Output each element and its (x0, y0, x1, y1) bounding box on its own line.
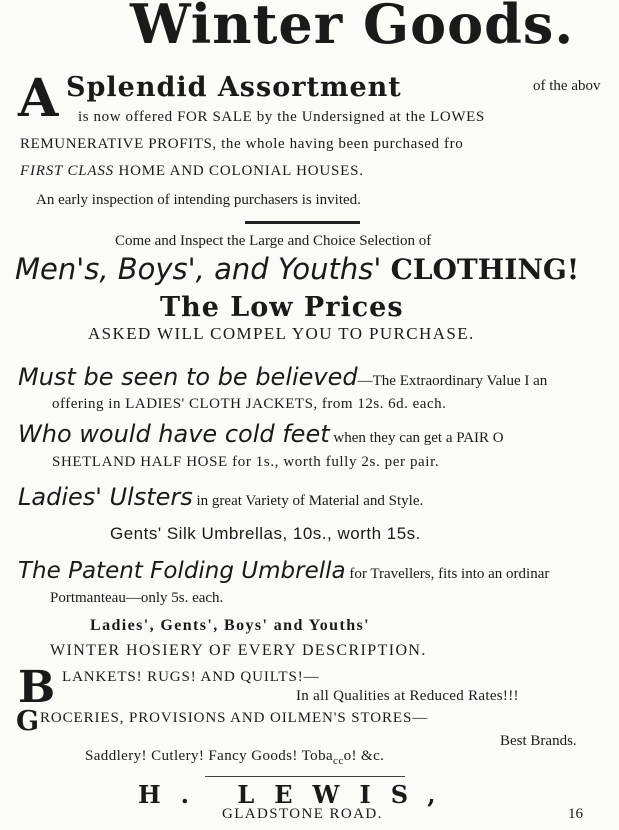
intro-line4-italic: FIRST CLASS (20, 163, 114, 179)
groceries-initial: G (16, 706, 40, 737)
compel-line: ASKED WILL COMPEL YOU TO PURCHASE. (88, 324, 475, 343)
clothing-lead: Come and Inspect the Large and Choice Selection of (115, 233, 432, 249)
intro-line2: is now offered FOR SALE by the Undersigned at the LOWES (78, 109, 485, 125)
groceries-line2: Best Brands. (500, 733, 577, 749)
patent-lead: The Patent Folding Umbrella (18, 558, 346, 584)
ulsters-lead: Ladies' Ulsters (18, 483, 193, 511)
gents-umbrellas: Gents' Silk Umbrellas, 10s., worth 15s. (110, 524, 421, 543)
page-title: Winter Goods. (130, 0, 575, 56)
blankets-line2: In all Qualities at Reduced Rates!!! (296, 688, 519, 704)
ad-number: 16 (568, 806, 583, 822)
sundries-sub: cc (333, 755, 344, 767)
ulsters-rest: in great Variety of Material and Style. (192, 493, 424, 509)
jackets-lead: Must be seen to be believed (18, 363, 358, 391)
sundries-main: Saddlery! Cutlery! Fancy Goods! Toba (85, 748, 334, 764)
merchant-name: H. LEWIS, (138, 780, 456, 809)
hosiery-line2: WINTER HOSIERY OF EVERY DESCRIPTION. (50, 642, 427, 659)
intro-line4 (20, 163, 364, 180)
clothing-headline-bold: CLOTHING! (390, 253, 580, 286)
clothing-headline (15, 252, 579, 286)
jackets-rest: —The Extraordinary Value I an (357, 373, 548, 389)
clothing-headline-italic: Men's, Boys', and Youths' (15, 252, 382, 286)
intro-line4-rest: HOME AND COLONIAL HOUSES. (113, 163, 364, 179)
patent-line2: Portmanteau—only 5s. each. (50, 590, 224, 606)
hose-lead: Who would have cold feet (18, 420, 330, 448)
divider-rule (245, 221, 360, 224)
jackets-line2: offering in LADIES' CLOTH JACKETS, from 12s. 6d. each. (52, 396, 447, 412)
groceries-line1: ROCERIES, PROVISIONS AND OILMEN'S STORES— (40, 710, 429, 726)
sundries-line (85, 748, 384, 767)
intro-line1-tail: of the abov (533, 78, 601, 94)
ulsters-line (18, 483, 423, 511)
blankets-initial: B (18, 662, 56, 713)
intro-headline: Splendid Assortment (66, 72, 402, 103)
patent-rest: for Travellers, fits into an ordinar (345, 566, 550, 582)
low-prices-heading: The Low Prices (160, 292, 404, 323)
patent-line1 (18, 558, 549, 584)
footer-rule (205, 776, 405, 777)
intro-line5: An early inspection of intending purchasers is invited. (36, 192, 361, 208)
hose-rest: when they can get a PAIR O (329, 430, 504, 446)
intro-big-letter: A (18, 68, 59, 129)
hose-line1 (18, 420, 504, 448)
hosiery-line1: Ladies', Gents', Boys' and Youths' (90, 617, 370, 634)
jackets-line1 (18, 363, 547, 391)
sundries-end: o! &c. (343, 748, 385, 764)
hose-line2: SHETLAND HALF HOSE for 1s., worth fully 2s. per pair. (52, 454, 440, 470)
merchant-address: GLADSTONE ROAD. (222, 806, 383, 822)
intro-line3: REMUNERATIVE PROFITS, the whole having been purchased fro (20, 136, 464, 152)
blankets-line1: LANKETS! RUGS! AND QUILTS!— (62, 669, 320, 685)
